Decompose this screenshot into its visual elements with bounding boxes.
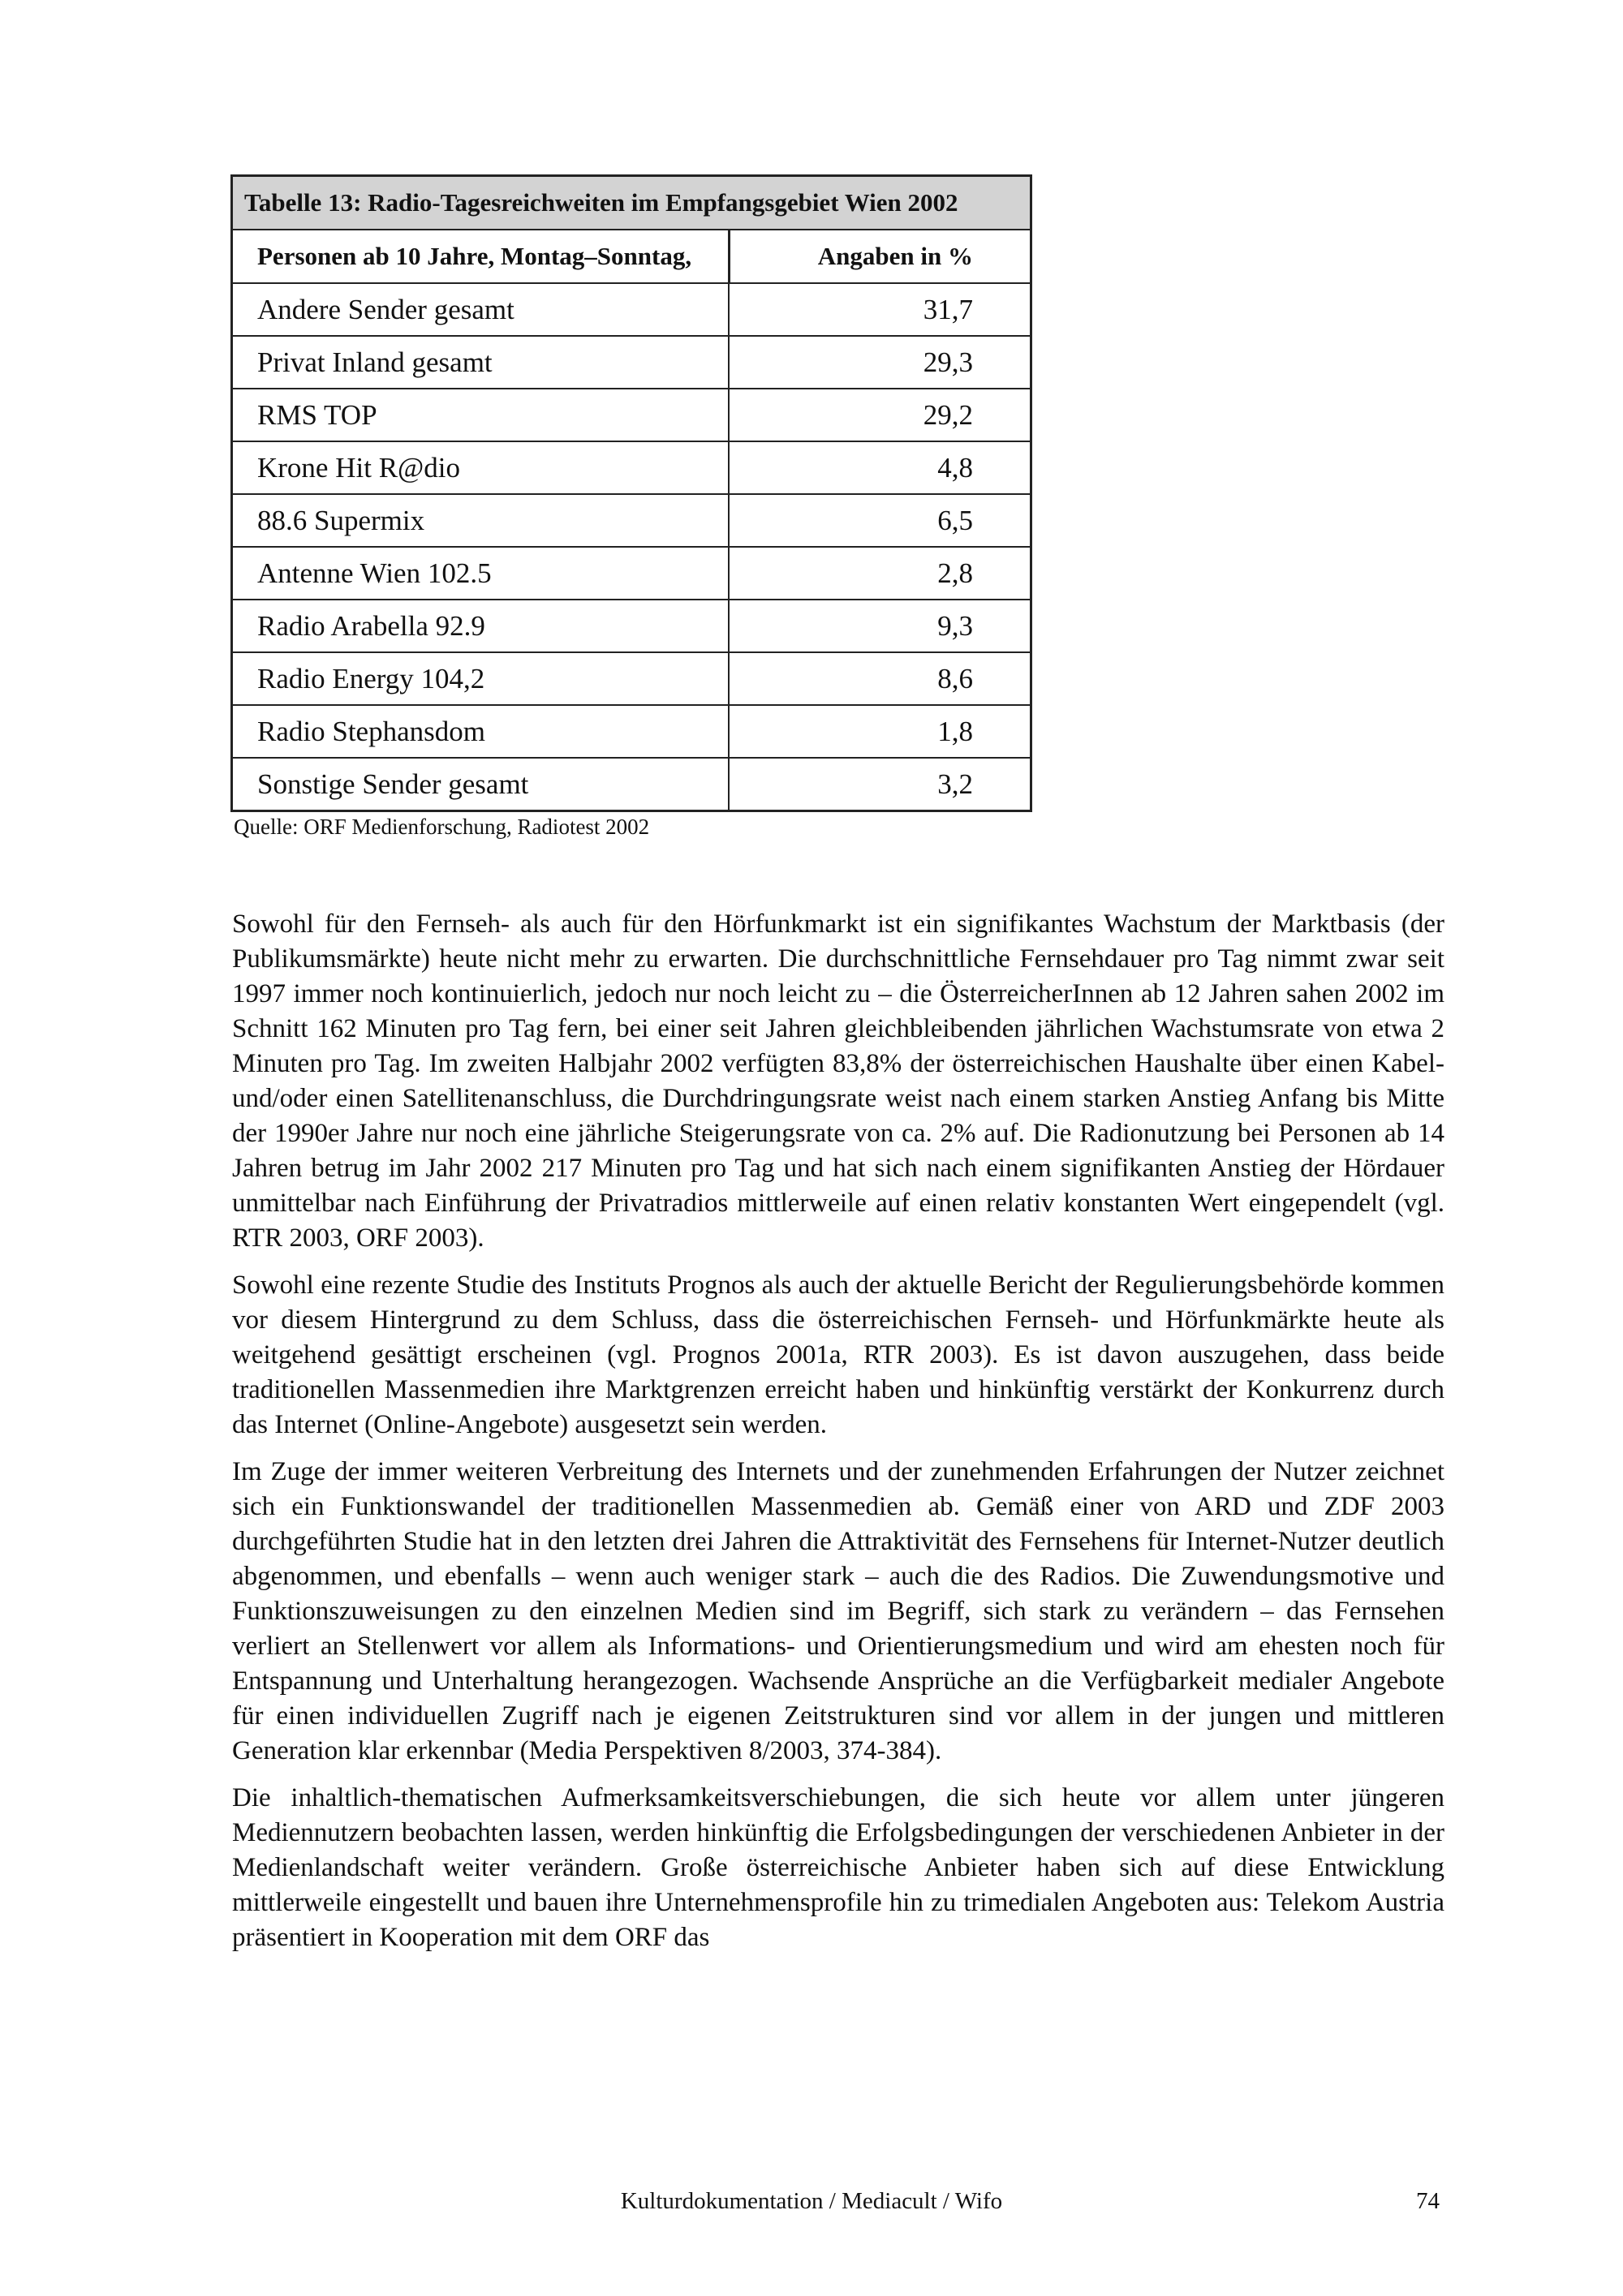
page-number: 74: [1416, 2188, 1440, 2214]
reach-value: 3,2: [729, 758, 1031, 811]
table-caption-row: [232, 176, 1031, 230]
table-row: [232, 283, 1031, 336]
table-row: [232, 600, 1031, 652]
reach-value: 31,7: [729, 283, 1031, 336]
station-name: Radio Arabella 92.9: [232, 600, 730, 652]
body-text: [232, 907, 1444, 1967]
paragraph: Im Zuge der immer weiteren Verbreitung des Internets und der zunehmenden Erfahrungen der Nutzer zeichnet sich ein Funktionswandel der traditionellen Massenmedien ab. Gemäß einer von ARD und ZDF 2003 durchgeführten Studie hat in den letzten drei Jahren die Attraktivität des Fernsehens für Internet-Nutzer deutlich abgenommen, und ebenfalls – wenn auch weniger stark – auch die des Radios. Die Zuwendungsmotive und Funktionszuweisungen zu den einzelnen Medien sind im Begriff, sich stark zu verändern – das Fernsehen verliert an Stellenwert vor allem als Informations- und Orientierungsmedium und wird am ehesten noch für Entspannung und Unterhaltung herangezogen. Wachsende Ansprüche an die Verfügbarkeit medialer Angebote für einen individuellen Zugriff nach je eigenen Zeitstrukturen sind vor allem in der jungen und mittleren Generation klar erkennbar (Media Perspektiven 8/2003, 374-384).: [232, 1457, 1444, 1765]
station-name: Radio Energy 104,2: [232, 652, 730, 705]
reach-value: 6,5: [729, 494, 1031, 547]
table-row: [232, 758, 1031, 811]
station-name: RMS TOP: [232, 389, 730, 441]
table-source-note: Quelle: ORF Medienforschung, Radiotest 2002: [234, 815, 650, 839]
station-name: Sonstige Sender gesamt: [232, 758, 730, 811]
station-name: 88.6 Supermix: [232, 494, 730, 547]
station-name: Privat Inland gesamt: [232, 336, 730, 389]
radio-reach-table-container: [230, 174, 1032, 812]
paragraph: Sowohl für den Fernseh- als auch für den Hörfunkmarkt ist ein signifikantes Wachstum der Marktbasis (der Publikumsmärkte) heute nicht mehr zu erwarten. Die durchschnittliche Fernsehdauer pro Tag nimmt zwar seit 1997 immer noch kontinuierlich, jedoch nur noch leicht zu – die ÖsterreicherInnen ab 12 Jahren sahen 2002 im Schnitt 162 Minuten pro Tag fern, bei einer seit Jahren gleichbleibenden jährlichen Wachstumsrate von etwa 2 Minuten pro Tag. Im zweiten Halbjahr 2002 verfügten 83,8% der österreichischen Haushalte über einen Kabel- und/oder einen Satellitenanschluss, die Durchdringungsrate weist nach einem starken Anstieg Anfang bis Mitte der 1990er Jahre nur noch eine jährliche Steigerungsrate von ca. 2% auf. Die Radionutzung bei Personen ab 14 Jahren betrug im Jahr 2002 217 Minuten pro Tag und hat sich nach einem signifikanten Anstieg der Hördauer unmittelbar nach Einführung der Privatradios mittlerweile auf einen relativ konstanten Wert eingependelt (vgl. RTR 2003, ORF 2003).: [232, 909, 1444, 1253]
table-row: [232, 336, 1031, 389]
table-header-left: Personen ab 10 Jahre, Montag–Sonntag,: [232, 230, 730, 283]
table-row: [232, 389, 1031, 441]
station-name: Krone Hit R@dio: [232, 441, 730, 494]
station-name: Antenne Wien 102.5: [232, 547, 730, 600]
table-row: [232, 547, 1031, 600]
reach-value: 8,6: [729, 652, 1031, 705]
table-row: [232, 494, 1031, 547]
radio-reach-table: [230, 174, 1032, 812]
reach-value: 4,8: [729, 441, 1031, 494]
table-row: [232, 705, 1031, 758]
reach-value: 29,3: [729, 336, 1031, 389]
reach-value: 9,3: [729, 600, 1031, 652]
table-header-row: [232, 230, 1031, 283]
paragraph: Sowohl eine rezente Studie des Instituts Prognos als auch der aktuelle Bericht der Regulierungsbehörde kommen vor diesem Hintergrund zu dem Schluss, dass die österreichischen Fernseh- und Hörfunkmärkte heute als weitgehend gesättigt erscheinen (vgl. Prognos 2001a, RTR 2003). Es ist davon auszugehen, dass beide traditionellen Massenmedien ihre Marktgrenzen erreicht haben und hinkünftig verstärkt der Konkurrenz durch das Internet (Online-Angebote) ausgesetzt sein werden.: [232, 1271, 1444, 1439]
footer-publisher: Kulturdokumentation / Mediacult / Wifo: [620, 2188, 1003, 2214]
table-row: [232, 441, 1031, 494]
table-header-right: Angaben in %: [729, 230, 1031, 283]
table-row: [232, 652, 1031, 705]
reach-value: 1,8: [729, 705, 1031, 758]
reach-value: 2,8: [729, 547, 1031, 600]
reach-value: 29,2: [729, 389, 1031, 441]
station-name: Radio Stephansdom: [232, 705, 730, 758]
paragraph: Die inhaltlich-thematischen Aufmerksamkeitsverschiebungen, die sich heute vor allem unter jüngeren Mediennutzern beobachten lassen, werden hinkünftig die Erfolgsbedingungen der verschiedenen Anbieter in der Medienlandschaft weiter verändern. Große österreichische Anbieter haben sich auf diese Entwicklung mittlerweile eingestellt und bauen ihre Unternehmensprofile hin zu trimedialen Angeboten aus: Telekom Austria präsentiert in Kooperation mit dem ORF das: [232, 1783, 1444, 1952]
station-name: Andere Sender gesamt: [232, 283, 730, 336]
table-caption: Tabelle 13: Radio-Tagesreichweiten im Empfangsgebiet Wien 2002: [232, 176, 1031, 230]
